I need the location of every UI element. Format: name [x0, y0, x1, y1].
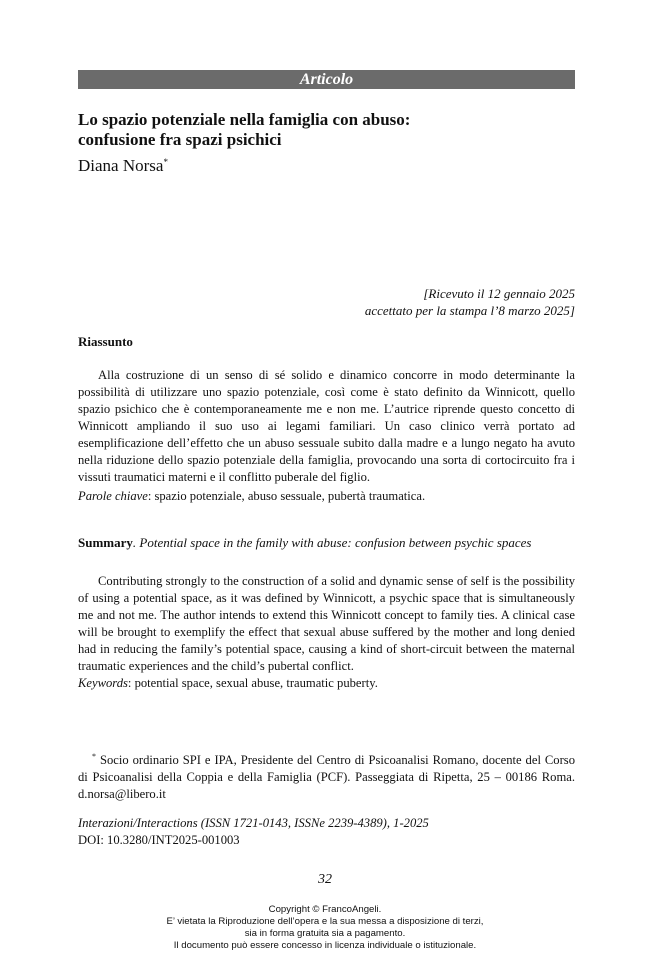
copyright-line-2: E’ vietata la Riproduzione dell’opera e la sua messa a disposizione di terzi,: [166, 916, 484, 927]
article-title: [78, 110, 575, 150]
riassunto-text: Alla costruzione di un senso di sé solido e dinamico concorre in modo determinante la possibilità di utilizzare uno spazio potenziale, così come è stato definito da Winnicott, quello spazio psichico che è contemporaneamente me e non me. L’autrice riprende questo concetto di Winnicott ampliando il suo uso ai legami familiari. Un caso clinico verrà portato ad esemplificazione dell’effetto che un abuso sessuale subito dalla madre e a lungo negato ha avuto nella riduzione dello spazio potenziale della famiglia, provocando una sorta di cortocircuito fra i vissuti traumatici materni e il conflitto puberale del figlio.: [78, 368, 575, 484]
summary-text: Contributing strongly to the construction of a solid and dynamic sense of self is the possibility of using a potential space, as it was defined by Winnicott, a psychic space that is simultaneously me and not me. The author intends to extend this Winnicott concept to family ties. A clinical case will be brought to exemplify the effect that sexual abuse suffered by the mother and long denied had in reducing the family’s potential space, causing a kind of short-circuit between the maternal traumatic experiences and the child’s pubertal conflict.: [78, 574, 575, 673]
parole-chiave-label: Parole chiave: [78, 489, 148, 503]
summary-subtitle: . Potential space in the family with abuse: confusion between psychic spaces: [132, 535, 532, 550]
parole-chiave: [78, 488, 575, 505]
title-line-2: confusione fra spazi psichici: [78, 130, 282, 149]
copyright-notice: [0, 904, 650, 952]
author-footnote: [78, 748, 575, 803]
footnote-mark: *: [92, 752, 96, 761]
keywords-label: Keywords: [78, 676, 128, 690]
author-text: Diana Norsa: [78, 156, 164, 175]
title-line-1: Lo spazio potenziale nella famiglia con abuso:: [78, 110, 411, 129]
author-name: [78, 152, 575, 176]
copyright-line-3: sia in forma gratuita sia a pagamento.: [244, 928, 406, 939]
parole-chiave-values: : spazio potenziale, abuso sessuale, pubertà traumatica.: [147, 489, 426, 503]
keywords: [78, 675, 575, 692]
journal-citation: [78, 815, 575, 849]
keywords-values: : potential space, sexual abuse, traumatic puberty.: [127, 676, 378, 690]
author-footnote-mark: *: [163, 157, 168, 167]
summary-heading-label: Summary: [78, 535, 133, 550]
journal-issn-line: Interazioni/Interactions (ISSN 1721-0143, ISSNe 2239-4389), 1-2025: [78, 816, 429, 830]
article-type-banner: Articolo: [78, 70, 575, 89]
page-number: 32: [318, 872, 332, 887]
received-line: [Ricevuto il 12 gennaio 2025: [423, 286, 575, 301]
summary-heading: [78, 535, 575, 551]
accepted-line: accettato per la stampa l’8 marzo 2025]: [364, 303, 575, 318]
journal-doi-line: DOI: 10.3280/INT2025-001003: [78, 833, 240, 847]
copyright-line-4: Il documento può essere concesso in licenza individuale o istituzionale.: [173, 940, 477, 951]
riassunto-heading: Riassunto: [78, 334, 133, 349]
received-dates: [78, 285, 575, 319]
footnote-text: Socio ordinario SPI e IPA, Presidente del Centro di Psicoanalisi Romano, docente del Corso di Psicoanalisi della Coppia e della Famiglia (PCF). Passeggiata di Ripetta, 25 – 00186 Roma. d.norsa@libero.it: [78, 753, 575, 801]
copyright-line-1: Copyright © FrancoAngeli.: [268, 904, 382, 915]
